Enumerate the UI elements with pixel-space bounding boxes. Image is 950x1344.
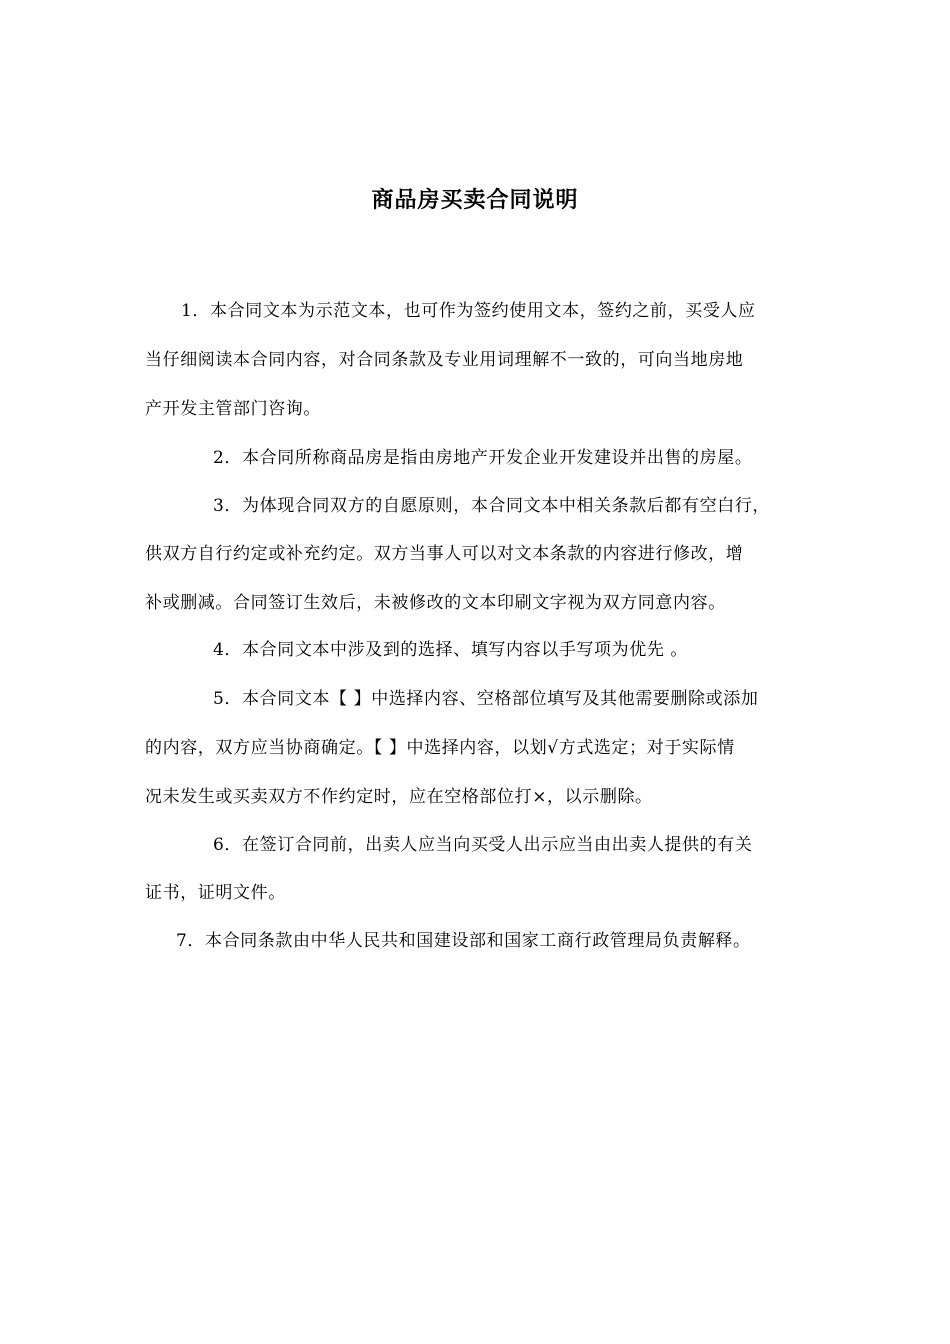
clause-7-line-1: 7．本合同条款由中华人民共和国建设部和国家工商行政管理局负责解释。 — [176, 931, 751, 951]
clause-3-line-2: 供双方自行约定或补充约定。双方当事人可以对文本条款的内容进行修改，增 — [145, 544, 744, 564]
clause-3-line-3: 补或删减。合同签订生效后，未被修改的文本印刷文字视为双方同意内容。 — [145, 593, 726, 613]
clause-5-line-1: 5．本合同文本【 】中选择内容、空格部位填写及其他需要删除或添加 — [213, 689, 759, 709]
document-title: 商品房买卖合同说明 — [371, 188, 579, 213]
clause-5-line-2: 的内容，双方应当协商确定。【 】中选择内容，以划√方式选定；对于实际情 — [145, 738, 735, 758]
clause-1-line-3: 产开发主管部门咨询。 — [145, 399, 321, 419]
clause-2-line-1: 2．本合同所称商品房是指由房地产开发企业开发建设并出售的房屋。 — [213, 448, 753, 468]
clause-3-line-1: 3．为体现合同双方的自愿原则，本合同文本中相关条款后都有空白行， — [213, 496, 771, 516]
clause-5-line-3: 况未发生或买卖双方不作约定时，应在空格部位打×，以示删除。 — [145, 787, 653, 807]
clause-6-line-1: 6．在签订合同前，出卖人应当向买受人出示应当由出卖人提供的有关 — [213, 835, 753, 855]
clause-4-line-1: 4．本合同文本中涉及到的选择、填写内容以手写项为优先 。 — [213, 640, 689, 660]
clause-1-line-2: 当仔细阅读本合同内容，对合同条款及专业用词理解不一致的，可向当地房地 — [145, 350, 744, 370]
clause-1-line-1: 1．本合同文本为示范文本，也可作为签约使用文本，签约之前，买受人应 — [181, 301, 756, 321]
clause-6-line-2: 证书，证明文件。 — [145, 883, 286, 903]
